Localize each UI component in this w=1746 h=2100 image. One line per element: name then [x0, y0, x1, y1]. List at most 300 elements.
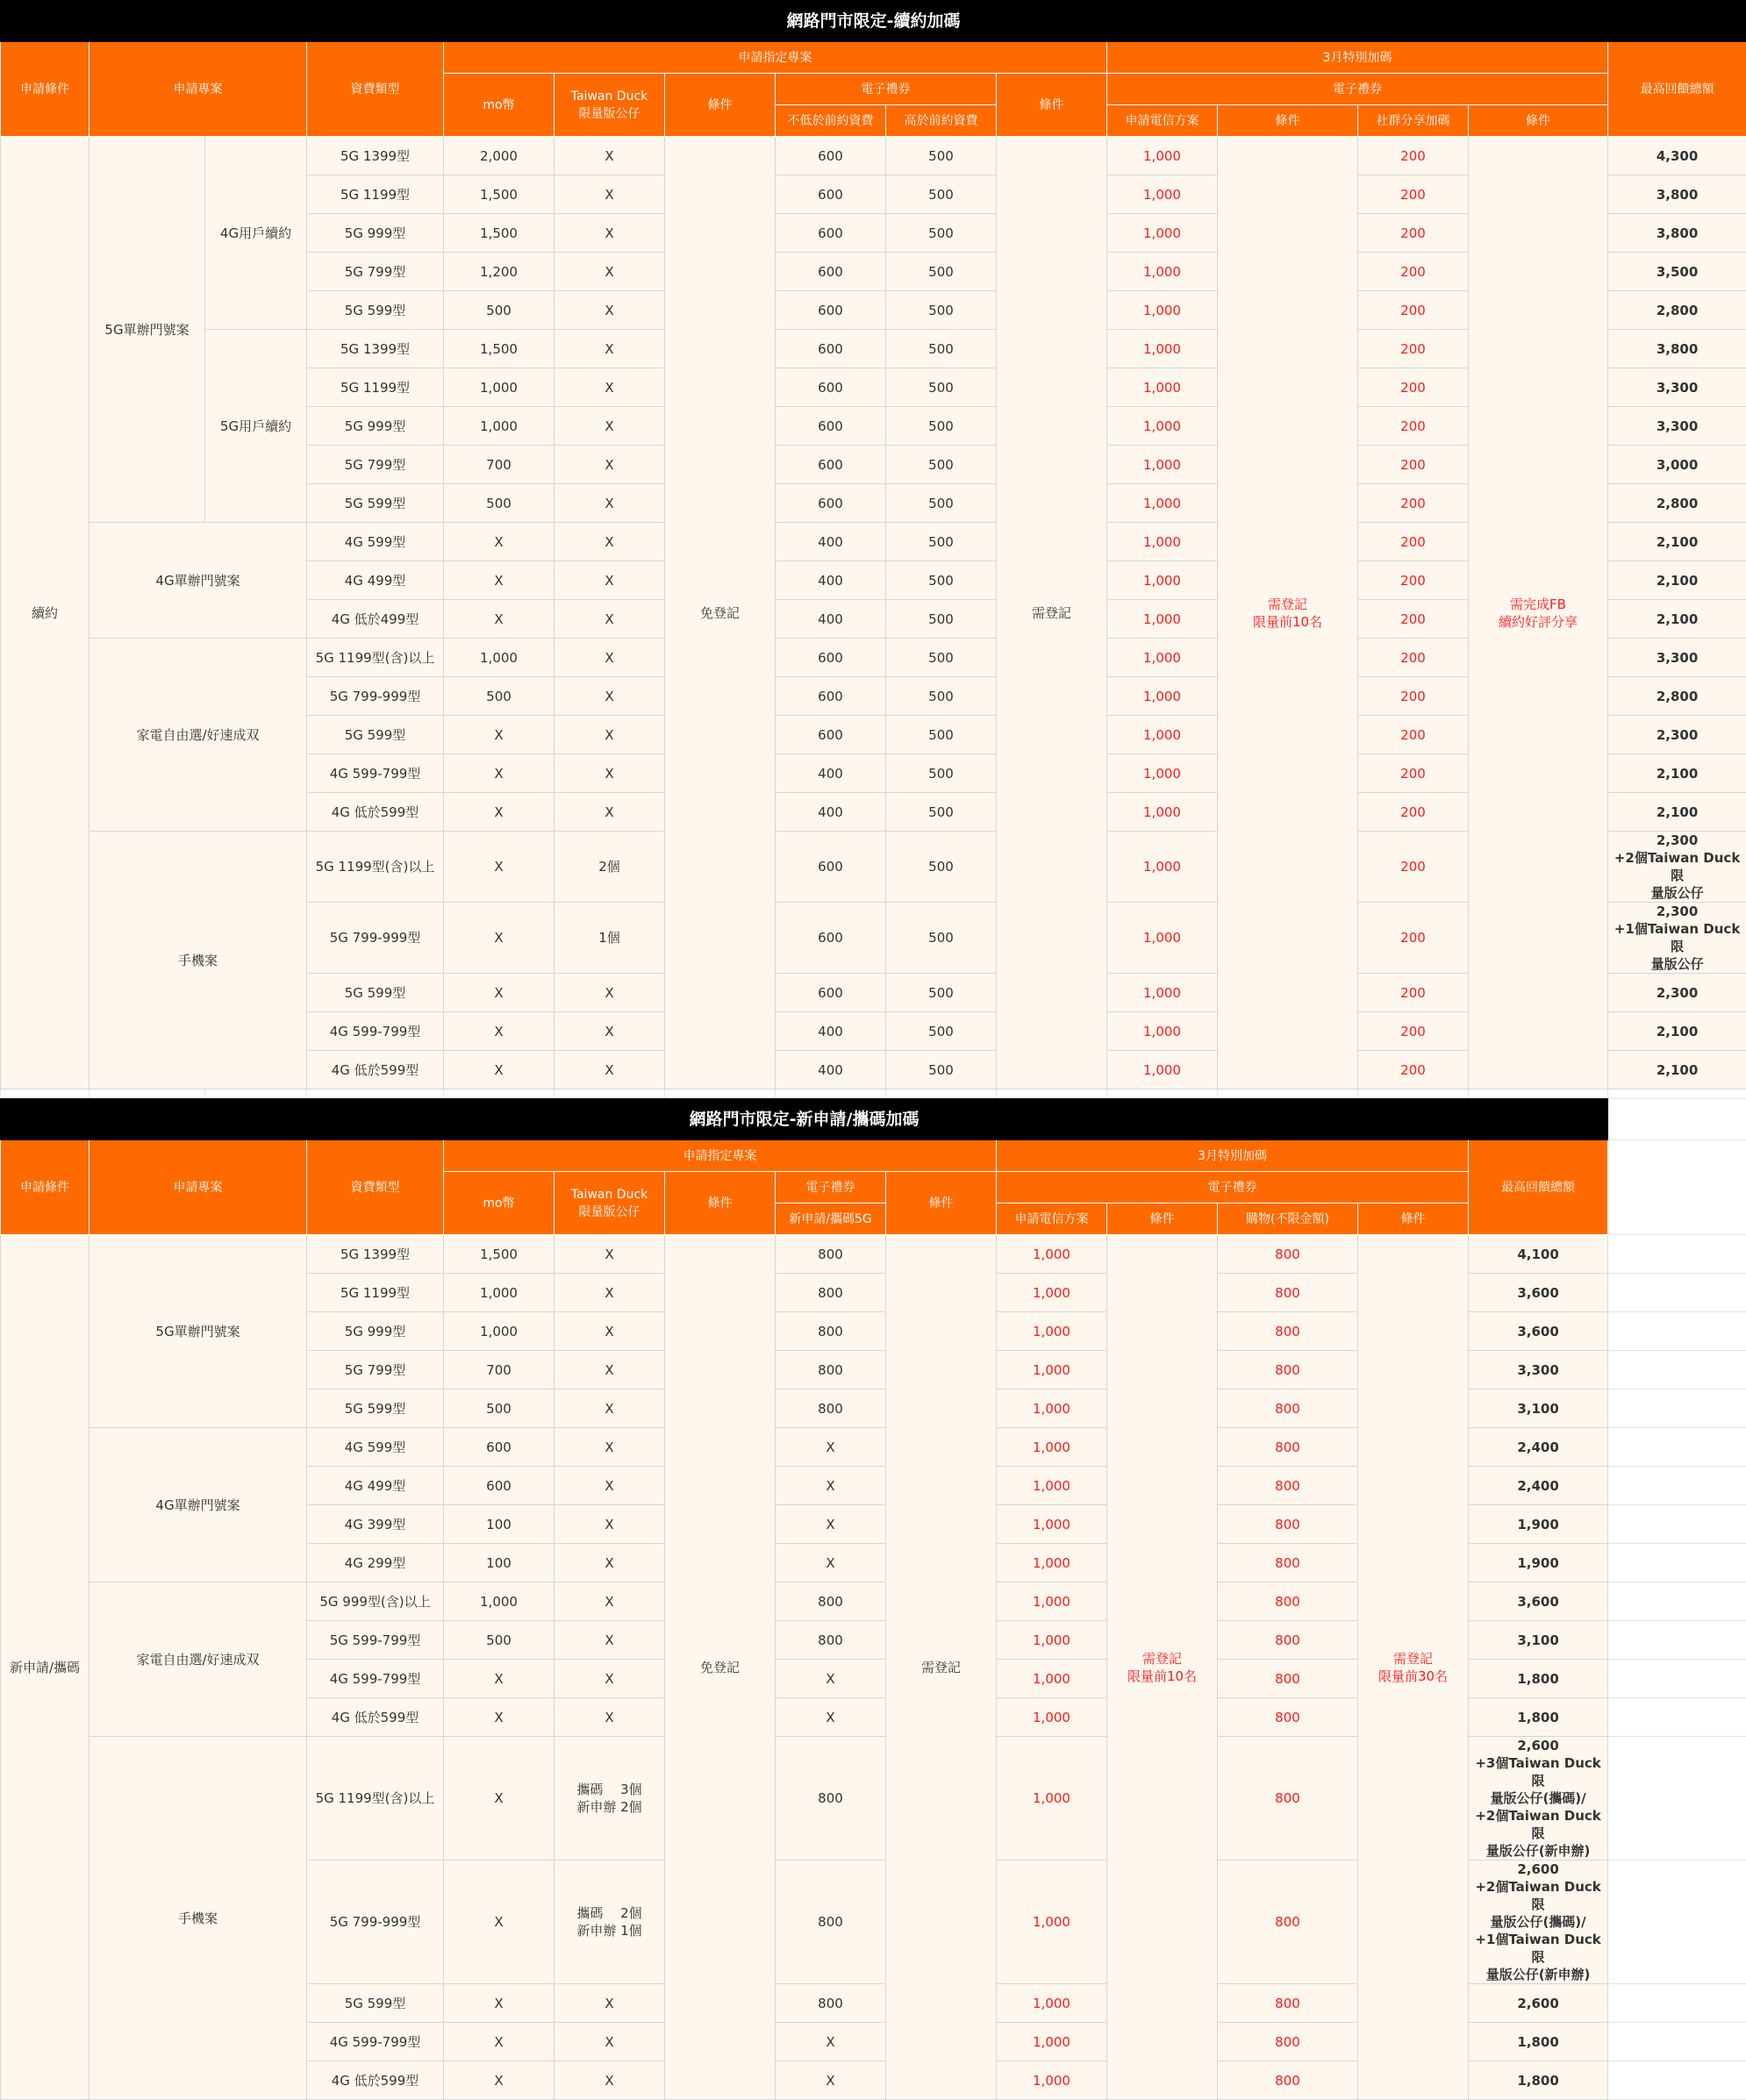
egift-not-below-cell: 400: [776, 754, 886, 793]
fee-type-cell: 4G 低於599型: [307, 1698, 444, 1737]
telecom-cell: 1,000: [1107, 175, 1218, 214]
egift-not-below-cell: 600: [776, 974, 886, 1012]
mo-coin-cell: X: [444, 2061, 555, 2100]
egift-above-cell: 500: [886, 484, 997, 523]
telecom-cell: 1,000: [1107, 600, 1218, 639]
mo-coin-cell: X: [444, 1861, 555, 1984]
fee-type-cell: 5G 999型: [307, 1312, 444, 1351]
egift-above-cell: 500: [886, 793, 997, 832]
telecom-cell: 1,000: [997, 2023, 1107, 2061]
fee-type-cell: 5G 599型: [307, 484, 444, 523]
mo-coin-cell: 1,500: [444, 214, 555, 253]
fee-type-cell: 5G 599型: [307, 1389, 444, 1428]
max-total-cell: 3,800: [1608, 330, 1746, 368]
social-cell: 200: [1358, 137, 1469, 175]
egift-above-cell: 500: [886, 832, 997, 903]
plan-group-cell: 5G單辦門號案: [89, 137, 205, 523]
duck-cell: X: [555, 1312, 665, 1351]
header-new-5g: 新申請/攜碼5G: [776, 1204, 886, 1235]
mo-coin-cell: 500: [444, 1621, 555, 1660]
duck-cell: X: [555, 1428, 665, 1467]
table-row: [1, 1737, 1746, 1861]
social-cell: 200: [1358, 1012, 1469, 1051]
max-total-cell: 2,100: [1608, 561, 1746, 600]
header-social: 社群分享加碼: [1358, 105, 1469, 137]
table-row: [1, 1428, 1746, 1467]
mo-coin-cell: X: [444, 793, 555, 832]
mo-coin-cell: 1,000: [444, 1312, 555, 1351]
max-total-cell: 1,900: [1469, 1544, 1608, 1582]
header-above: 高於前約資費: [886, 105, 997, 137]
header-apply-condition: 申請條件: [1, 42, 89, 137]
duck-cell: X: [555, 561, 665, 600]
max-total-cell: 3,500: [1608, 253, 1746, 291]
header-egift: 電子禮券: [776, 74, 997, 105]
duck-cell: X: [555, 291, 665, 330]
header-fee-type: 資費類型: [307, 42, 444, 137]
egift-new5g-cell: 800: [776, 1737, 886, 1861]
header-shopping: 購物(不限金額): [1218, 1204, 1358, 1235]
mo-coin-cell: X: [444, 1051, 555, 1089]
egift-new5g-cell: X: [776, 1505, 886, 1544]
telecom-cell: 1,000: [997, 1544, 1107, 1582]
mo-coin-cell: X: [444, 600, 555, 639]
fee-type-cell: 4G 299型: [307, 1544, 444, 1582]
mo-coin-cell: 500: [444, 1389, 555, 1428]
blank-cell: [1608, 1099, 1746, 1140]
social-cell: 200: [1358, 561, 1469, 600]
duck-cell: X: [555, 175, 665, 214]
duck-cell: X: [555, 1351, 665, 1389]
mo-coin-cell: 1,000: [444, 1582, 555, 1621]
egift-new5g-cell: 800: [776, 1351, 886, 1389]
mo-coin-cell: X: [444, 903, 555, 974]
max-total-cell: 1,900: [1469, 1505, 1608, 1544]
plan-group-cell: 4G單辦門號案: [89, 523, 307, 639]
telecom-cell: 1,000: [997, 2061, 1107, 2100]
header-condition: 條件: [1218, 105, 1358, 137]
egift-not-below-cell: 600: [776, 639, 886, 677]
fee-type-cell: 5G 799-999型: [307, 677, 444, 716]
fee-type-cell: 5G 1399型: [307, 1235, 444, 1274]
duck-cell: 1個: [555, 903, 665, 974]
duck-cell: X: [555, 484, 665, 523]
max-total-cell: 2,400: [1469, 1428, 1608, 1467]
header-max-total: 最高回饋總額: [1469, 1140, 1608, 1235]
plan-subgroup-cell: 5G用戶續約: [205, 330, 307, 523]
header-egift: 電子禮券: [997, 1172, 1469, 1204]
mo-coin-cell: 100: [444, 1505, 555, 1544]
shopping-cell: 800: [1218, 1737, 1358, 1861]
fee-type-cell: 5G 999型: [307, 407, 444, 446]
duck-cell: X: [555, 677, 665, 716]
header-special-bonus: 3月特別加碼: [997, 1140, 1469, 1172]
duck-cell: X: [555, 754, 665, 793]
telecom-cell: 1,000: [1107, 793, 1218, 832]
condition-cell: 需登記 限量前10名: [1107, 1235, 1218, 2100]
egift-not-below-cell: 600: [776, 330, 886, 368]
fee-type-cell: 5G 799-999型: [307, 903, 444, 974]
max-total-cell: 2,100: [1608, 523, 1746, 561]
blank-cell: [1608, 1140, 1746, 1235]
fee-type-cell: 4G 低於599型: [307, 793, 444, 832]
shopping-cell: 800: [1218, 1428, 1358, 1467]
shopping-cell: 800: [1218, 1312, 1358, 1351]
egift-not-below-cell: 600: [776, 677, 886, 716]
duck-cell: X: [555, 716, 665, 754]
duck-cell: X: [555, 407, 665, 446]
egift-not-below-cell: 400: [776, 523, 886, 561]
egift-above-cell: 500: [886, 1051, 997, 1089]
shopping-cell: 800: [1218, 1582, 1358, 1621]
egift-new5g-cell: 800: [776, 1582, 886, 1621]
social-cell: 200: [1358, 974, 1469, 1012]
egift-not-below-cell: 600: [776, 175, 886, 214]
header-special-bonus: 3月特別加碼: [1107, 42, 1608, 74]
telecom-cell: 1,000: [997, 1467, 1107, 1505]
blank-cell: [1608, 1389, 1746, 1428]
blank-cell: [1608, 1660, 1746, 1698]
fee-type-cell: 5G 1399型: [307, 137, 444, 175]
duck-cell: X: [555, 1621, 665, 1660]
duck-cell: X: [555, 1582, 665, 1621]
egift-not-below-cell: 600: [776, 407, 886, 446]
condition-cell: 需登記 限量前30名: [1358, 1235, 1469, 2100]
fee-type-cell: 5G 599型: [307, 291, 444, 330]
blank-cell: [1608, 1274, 1746, 1312]
egift-not-below-cell: 600: [776, 903, 886, 974]
egift-above-cell: 500: [886, 175, 997, 214]
telecom-cell: 1,000: [997, 1274, 1107, 1312]
blank-cell: [1608, 1544, 1746, 1582]
header-egift: 電子禮券: [776, 1172, 886, 1204]
social-cell: 200: [1358, 446, 1469, 484]
telecom-cell: 1,000: [1107, 639, 1218, 677]
social-cell: 200: [1358, 484, 1469, 523]
telecom-cell: 1,000: [997, 1428, 1107, 1467]
mo-coin-cell: 1,000: [444, 639, 555, 677]
telecom-cell: 1,000: [997, 1698, 1107, 1737]
max-total-cell: 2,400: [1469, 1467, 1608, 1505]
telecom-cell: 1,000: [997, 1351, 1107, 1389]
header-telecom: 申請電信方案: [1107, 105, 1218, 137]
social-cell: 200: [1358, 1051, 1469, 1089]
mo-coin-cell: X: [444, 754, 555, 793]
social-cell: 200: [1358, 639, 1469, 677]
header-duck: Taiwan Duck 限量版公仔: [555, 74, 665, 137]
duck-cell: X: [555, 1235, 665, 1274]
mo-coin-cell: X: [444, 2023, 555, 2061]
duck-cell: X: [555, 1012, 665, 1051]
header-not-below: 不低於前約資費: [776, 105, 886, 137]
egift-new5g-cell: 800: [776, 1235, 886, 1274]
shopping-cell: 800: [1218, 1984, 1358, 2023]
social-cell: 200: [1358, 600, 1469, 639]
max-total-cell: 2,300: [1608, 974, 1746, 1012]
max-total-cell: 1,800: [1469, 2061, 1608, 2100]
telecom-cell: 1,000: [1107, 1051, 1218, 1089]
mo-coin-cell: X: [444, 523, 555, 561]
egift-above-cell: 500: [886, 903, 997, 974]
egift-not-below-cell: 400: [776, 561, 886, 600]
fee-type-cell: 4G 599-799型: [307, 1660, 444, 1698]
mo-coin-cell: 1,500: [444, 330, 555, 368]
max-total-cell: 3,800: [1608, 214, 1746, 253]
duck-cell: X: [555, 368, 665, 407]
max-total-cell: 3,100: [1469, 1621, 1608, 1660]
shopping-cell: 800: [1218, 1351, 1358, 1389]
social-cell: 200: [1358, 330, 1469, 368]
max-total-cell: 1,800: [1469, 2023, 1608, 2061]
table-title: 網路門市限定-新申請/攜碼加碼: [1, 1099, 1608, 1140]
shopping-cell: 800: [1218, 1698, 1358, 1737]
max-total-cell: 2,800: [1608, 291, 1746, 330]
telecom-cell: 1,000: [1107, 330, 1218, 368]
egift-not-below-cell: 600: [776, 137, 886, 175]
blank-cell: [1608, 1984, 1746, 2023]
egift-not-below-cell: 600: [776, 253, 886, 291]
duck-cell: X: [555, 1467, 665, 1505]
fee-type-cell: 5G 1199型(含)以上: [307, 1737, 444, 1861]
mo-coin-cell: X: [444, 1737, 555, 1861]
header-designated-plan: 申請指定專案: [444, 1140, 997, 1172]
mo-coin-cell: 1,000: [444, 368, 555, 407]
egift-new5g-cell: 800: [776, 1984, 886, 2023]
shopping-cell: 800: [1218, 1235, 1358, 1274]
telecom-cell: 1,000: [1107, 832, 1218, 903]
max-total-cell: 1,800: [1469, 1660, 1608, 1698]
egift-new5g-cell: 800: [776, 1274, 886, 1312]
table-row: [1, 1235, 1746, 1274]
blank-cell: [1608, 1351, 1746, 1389]
duck-cell: 攜碼 3個 新申辦 2個: [555, 1737, 665, 1861]
telecom-cell: 1,000: [997, 1660, 1107, 1698]
fee-type-cell: 5G 999型(含)以上: [307, 1582, 444, 1621]
shopping-cell: 800: [1218, 1505, 1358, 1544]
egift-new5g-cell: 800: [776, 1861, 886, 1984]
egift-above-cell: 500: [886, 523, 997, 561]
blank-cell: [1608, 1737, 1746, 1861]
duck-cell: X: [555, 1274, 665, 1312]
social-cell: 200: [1358, 903, 1469, 974]
duck-cell: X: [555, 214, 665, 253]
telecom-cell: 1,000: [997, 1312, 1107, 1351]
fee-type-cell: 4G 499型: [307, 1467, 444, 1505]
social-cell: 200: [1358, 291, 1469, 330]
egift-new5g-cell: 800: [776, 1389, 886, 1428]
egift-above-cell: 500: [886, 330, 997, 368]
blank-cell: [1608, 1582, 1746, 1621]
header-mo-coin: mo幣: [444, 74, 555, 137]
duck-cell: X: [555, 1544, 665, 1582]
egift-above-cell: 500: [886, 446, 997, 484]
egift-new5g-cell: X: [776, 1428, 886, 1467]
blank-cell: [1608, 1698, 1746, 1737]
fee-type-cell: 4G 低於599型: [307, 2061, 444, 2100]
condition-cell: 需登記: [886, 1235, 997, 2100]
shopping-cell: 800: [1218, 1861, 1358, 1984]
egift-above-cell: 500: [886, 253, 997, 291]
egift-above-cell: 500: [886, 291, 997, 330]
telecom-cell: 1,000: [1107, 446, 1218, 484]
max-total-cell: 1,800: [1469, 1698, 1608, 1737]
shopping-cell: 800: [1218, 1467, 1358, 1505]
max-total-cell: 3,300: [1608, 407, 1746, 446]
egift-not-below-cell: 600: [776, 368, 886, 407]
max-total-cell: 3,600: [1469, 1274, 1608, 1312]
header-condition: 條件: [886, 1172, 997, 1235]
header-condition: 條件: [665, 1172, 776, 1235]
duck-cell: X: [555, 523, 665, 561]
telecom-cell: 1,000: [1107, 754, 1218, 793]
duck-cell: X: [555, 1505, 665, 1544]
max-total-cell: 3,100: [1469, 1389, 1608, 1428]
duck-cell: X: [555, 600, 665, 639]
duck-cell: X: [555, 793, 665, 832]
header-apply-plan: 申請專案: [89, 42, 307, 137]
shopping-cell: 800: [1218, 1660, 1358, 1698]
egift-above-cell: 500: [886, 600, 997, 639]
fee-type-cell: 4G 599-799型: [307, 754, 444, 793]
social-cell: 200: [1358, 368, 1469, 407]
table-row: [1, 1582, 1746, 1621]
duck-cell: X: [555, 974, 665, 1012]
max-total-cell: 4,100: [1469, 1235, 1608, 1274]
social-cell: 200: [1358, 175, 1469, 214]
egift-not-below-cell: 600: [776, 214, 886, 253]
fee-type-cell: 5G 1199型: [307, 368, 444, 407]
header-apply-plan: 申請專案: [89, 1140, 307, 1235]
mo-coin-cell: X: [444, 1012, 555, 1051]
condition-cell: 免登記: [665, 137, 776, 1089]
duck-cell: X: [555, 446, 665, 484]
mo-coin-cell: 1,000: [444, 1274, 555, 1312]
duck-cell: X: [555, 1389, 665, 1428]
duck-cell: X: [555, 330, 665, 368]
blank-cell: [1608, 1621, 1746, 1660]
telecom-cell: 1,000: [997, 1621, 1107, 1660]
social-cell: 200: [1358, 793, 1469, 832]
telecom-cell: 1,000: [1107, 716, 1218, 754]
blank-cell: [1608, 2023, 1746, 2061]
header-fee-type: 資費類型: [307, 1140, 444, 1235]
max-total-cell: 2,600 +2個Taiwan Duck限 量版公仔(攜碼)/ +1個Taiwan Duck限 量版公仔(新申辦): [1469, 1861, 1608, 1984]
social-cell: 200: [1358, 677, 1469, 716]
duck-cell: X: [555, 253, 665, 291]
egift-not-below-cell: 400: [776, 1012, 886, 1051]
telecom-cell: 1,000: [1107, 253, 1218, 291]
telecom-cell: 1,000: [1107, 368, 1218, 407]
fee-type-cell: 4G 599-799型: [307, 2023, 444, 2061]
telecom-cell: 1,000: [997, 1984, 1107, 2023]
max-total-cell: 2,300 +1個Taiwan Duck限 量版公仔: [1608, 903, 1746, 974]
max-total-cell: 2,100: [1608, 1051, 1746, 1089]
fee-type-cell: 4G 399型: [307, 1505, 444, 1544]
duck-cell: 2個: [555, 832, 665, 903]
fee-type-cell: 5G 599-799型: [307, 1621, 444, 1660]
egift-not-below-cell: 400: [776, 600, 886, 639]
egift-not-below-cell: 600: [776, 446, 886, 484]
header-duck: Taiwan Duck 限量版公仔: [555, 1172, 665, 1235]
mo-coin-cell: 500: [444, 677, 555, 716]
header-condition: 條件: [665, 74, 776, 137]
fee-type-cell: 5G 599型: [307, 716, 444, 754]
fee-type-cell: 4G 499型: [307, 561, 444, 600]
duck-cell: X: [555, 639, 665, 677]
blank-cell: [1608, 1505, 1746, 1544]
egift-not-below-cell: 600: [776, 716, 886, 754]
duck-cell: 攜碼 2個 新申辦 1個: [555, 1861, 665, 1984]
fee-type-cell: 5G 799-999型: [307, 1861, 444, 1984]
duck-cell: X: [555, 2061, 665, 2100]
max-total-cell: 3,600: [1469, 1312, 1608, 1351]
duck-cell: X: [555, 137, 665, 175]
mo-coin-cell: X: [444, 716, 555, 754]
egift-above-cell: 500: [886, 716, 997, 754]
egift-new5g-cell: 800: [776, 1621, 886, 1660]
mo-coin-cell: X: [444, 974, 555, 1012]
mo-coin-cell: 1,200: [444, 253, 555, 291]
header-egift: 電子禮券: [1107, 74, 1608, 105]
mo-coin-cell: 500: [444, 484, 555, 523]
duck-cell: X: [555, 1660, 665, 1698]
telecom-cell: 1,000: [1107, 974, 1218, 1012]
egift-above-cell: 500: [886, 754, 997, 793]
mo-coin-cell: 600: [444, 1467, 555, 1505]
egift-above-cell: 500: [886, 214, 997, 253]
condition-cell: 需登記: [997, 137, 1107, 1089]
header-condition: 條件: [1358, 1204, 1469, 1235]
telecom-cell: 1,000: [1107, 677, 1218, 716]
egift-new5g-cell: X: [776, 1660, 886, 1698]
telecom-cell: 1,000: [997, 1389, 1107, 1428]
header-condition: 條件: [997, 74, 1107, 137]
telecom-cell: 1,000: [1107, 214, 1218, 253]
max-total-cell: 2,600: [1469, 1984, 1608, 2023]
telecom-cell: 1,000: [1107, 523, 1218, 561]
max-total-cell: 2,100: [1608, 754, 1746, 793]
plan-group-cell: 手機案: [89, 832, 307, 1089]
telecom-cell: 1,000: [997, 1861, 1107, 1984]
fee-type-cell: 5G 599型: [307, 1984, 444, 2023]
header-apply-condition: 申請條件: [1, 1140, 89, 1235]
table-row: [1, 137, 1746, 175]
social-cell: 200: [1358, 832, 1469, 903]
egift-above-cell: 500: [886, 407, 997, 446]
telecom-cell: 1,000: [1107, 137, 1218, 175]
egift-new5g-cell: 800: [776, 1312, 886, 1351]
telecom-cell: 1,000: [1107, 484, 1218, 523]
max-total-cell: 2,100: [1608, 793, 1746, 832]
fee-type-cell: 4G 599-799型: [307, 1012, 444, 1051]
max-total-cell: 2,600 +3個Taiwan Duck限 量版公仔(攜碼)/ +2個Taiwan Duck限 量版公仔(新申辦): [1469, 1737, 1608, 1861]
fee-type-cell: 4G 599型: [307, 1428, 444, 1467]
max-total-cell: 2,800: [1608, 677, 1746, 716]
egift-above-cell: 500: [886, 639, 997, 677]
header-condition: 條件: [1469, 105, 1608, 137]
max-total-cell: 2,800: [1608, 484, 1746, 523]
fee-type-cell: 4G 599型: [307, 523, 444, 561]
social-cell: 200: [1358, 716, 1469, 754]
fee-type-cell: 5G 999型: [307, 214, 444, 253]
header-designated-plan: 申請指定專案: [444, 42, 1107, 74]
mo-coin-cell: X: [444, 561, 555, 600]
egift-not-below-cell: 600: [776, 484, 886, 523]
egift-above-cell: 500: [886, 137, 997, 175]
max-total-cell: 4,300: [1608, 137, 1746, 175]
blank-cell: [1608, 1428, 1746, 1467]
header-condition: 條件: [1107, 1204, 1218, 1235]
